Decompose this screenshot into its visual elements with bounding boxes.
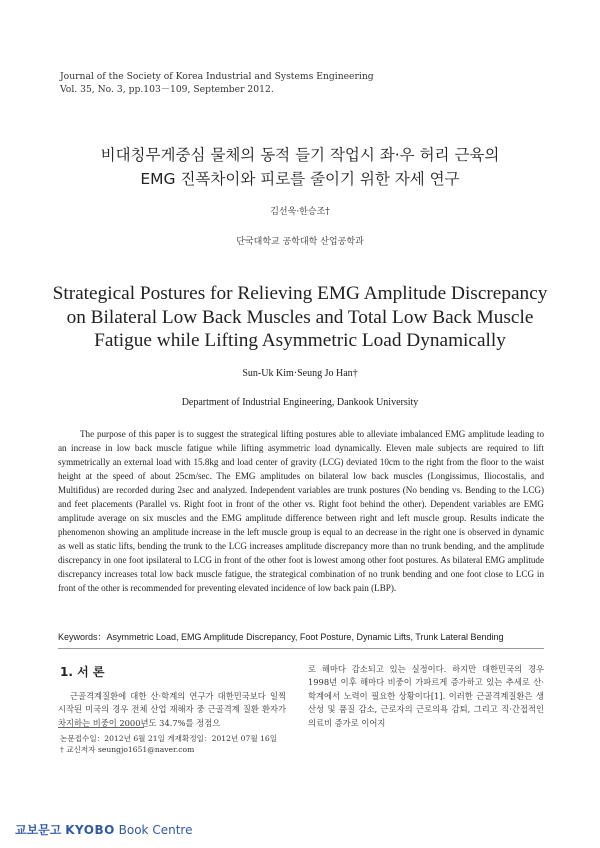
logo-korean: 교보문고 <box>15 823 62 837</box>
korean-title-line2: EMG 진폭차이와 피로를 줄이기 위한 자세 연구 <box>140 170 460 188</box>
korean-department: 단국대학교 공학대학 산업공학과 <box>236 237 364 247</box>
kyobo-logo <box>15 821 192 838</box>
body-left-column: 근골격계질환에 대한 산·학계의 연구가 대한민국보다 일찍 시작된 미국의 경우 전체 산업 재해자 중 근골격계 질환 환자가 차지하는 비중이 2000년도 34.7%를 정점으 <box>58 691 286 728</box>
korean-title-line1: 비대칭무게중심 물체의 동적 들기 작업시 좌·우 허리 근육의 <box>100 146 500 164</box>
footnote-dates: 논문접수일：2012년 6월 21일 게재확정일：2012년 07월 16일 <box>60 734 278 743</box>
english-title-line1: Strategical Postures for Relieving EMG Amplitude Discrepancy <box>52 283 548 304</box>
body-right-column: 로 해마다 감소되고 있는 실정이다. 하지만 대한민국의 경우 1998년 이후 해마다 비중이 가파르게 증가하고 있는 추세로 산·학계에서 노력이 필요한 상황이다[1]. 이러한 근골격계질환은 생산성 및 품질 감소, 근로자의 근로의욕 감퇴, 그리고 직·간접적인 의료비 증가로 이어지 <box>308 664 544 728</box>
journal-header <box>60 70 374 96</box>
footnote-divider <box>58 727 144 728</box>
english-title-line2: on Bilateral Low Back Muscles and Total Low Back Muscle <box>66 306 534 328</box>
english-department: Department of Industrial Engineering, Dankook University <box>181 397 419 408</box>
section-title: 1. 서 론 <box>60 665 105 679</box>
footnote-corresponding-author: † 교신저자 seungjo1651@naver.com <box>60 745 195 754</box>
logo-suffix: Book Centre <box>118 823 193 837</box>
keywords: Keywords：Asymmetric Load, EMG Amplitude Discrepancy, Foot Posture, Dynamic Lifts, Trunk Lateral Bending <box>58 632 504 642</box>
journal-citation: Vol. 35, No. 3, pp.103－109, September 2012. <box>60 84 274 95</box>
korean-title <box>0 143 600 191</box>
english-authors: Sun-Uk Kim·Seung Jo Han† <box>242 368 358 379</box>
section-divider <box>58 648 544 649</box>
logo-english: KYOBO <box>65 823 115 837</box>
abstract: The purpose of this paper is to suggest the strategical lifting postures able to alleviate imbalanced EMG amplitude leading to an increase in low back muscle fatigue while lifting asymmetric load dynamically. Eleven male subjects are required to lift symmetrically an external load with 15.8kg and load center of gravity (LCG) deviated 10cm to the right from the floor to the waist height at the speed of about 25cm/sec. The EMG amplitudes on bilateral low back muscles (Longissimus, Iliocostalis, and Multifidus) are recorded during 2sec and analyzed. Independent variables are trunk postures (No bending vs. Bending to the LCG) and feet placements (Parallel vs. Right foot in front of the other vs. Right foot behind the other). Dependent variables are EMG amplitude average on six muscles and the EMG amplitude difference between right and left muscle group. Results indicate the phenomenon showing an amplitude increase in the left muscle group is equal to an decrease in the right one is observed in dynamic as well as static lifts, bending the trunk to the LCG increases amplitude discrepancy more than no trunk bending, and the amplitude discrepancy in one foot ipsilateral to LCG in front of the other foot is lowest among other foot postures. As bilateral EMG amplitude discrepancy increases total low back muscle fatigue, the strategical combination of no trunk bending and one foot close to LCG in front of the other is recommended for preventing elevated incidence of low back pain (LBP). <box>58 429 544 593</box>
korean-authors: 김선욱·한승조† <box>270 207 330 217</box>
english-title-line3: Fatigue while Lifting Asymmetric Load Dynamically <box>94 330 506 351</box>
footnote <box>60 733 277 755</box>
english-title <box>0 282 600 353</box>
journal-name: Journal of the Society of Korea Industrial and Systems Engineering <box>60 71 374 82</box>
